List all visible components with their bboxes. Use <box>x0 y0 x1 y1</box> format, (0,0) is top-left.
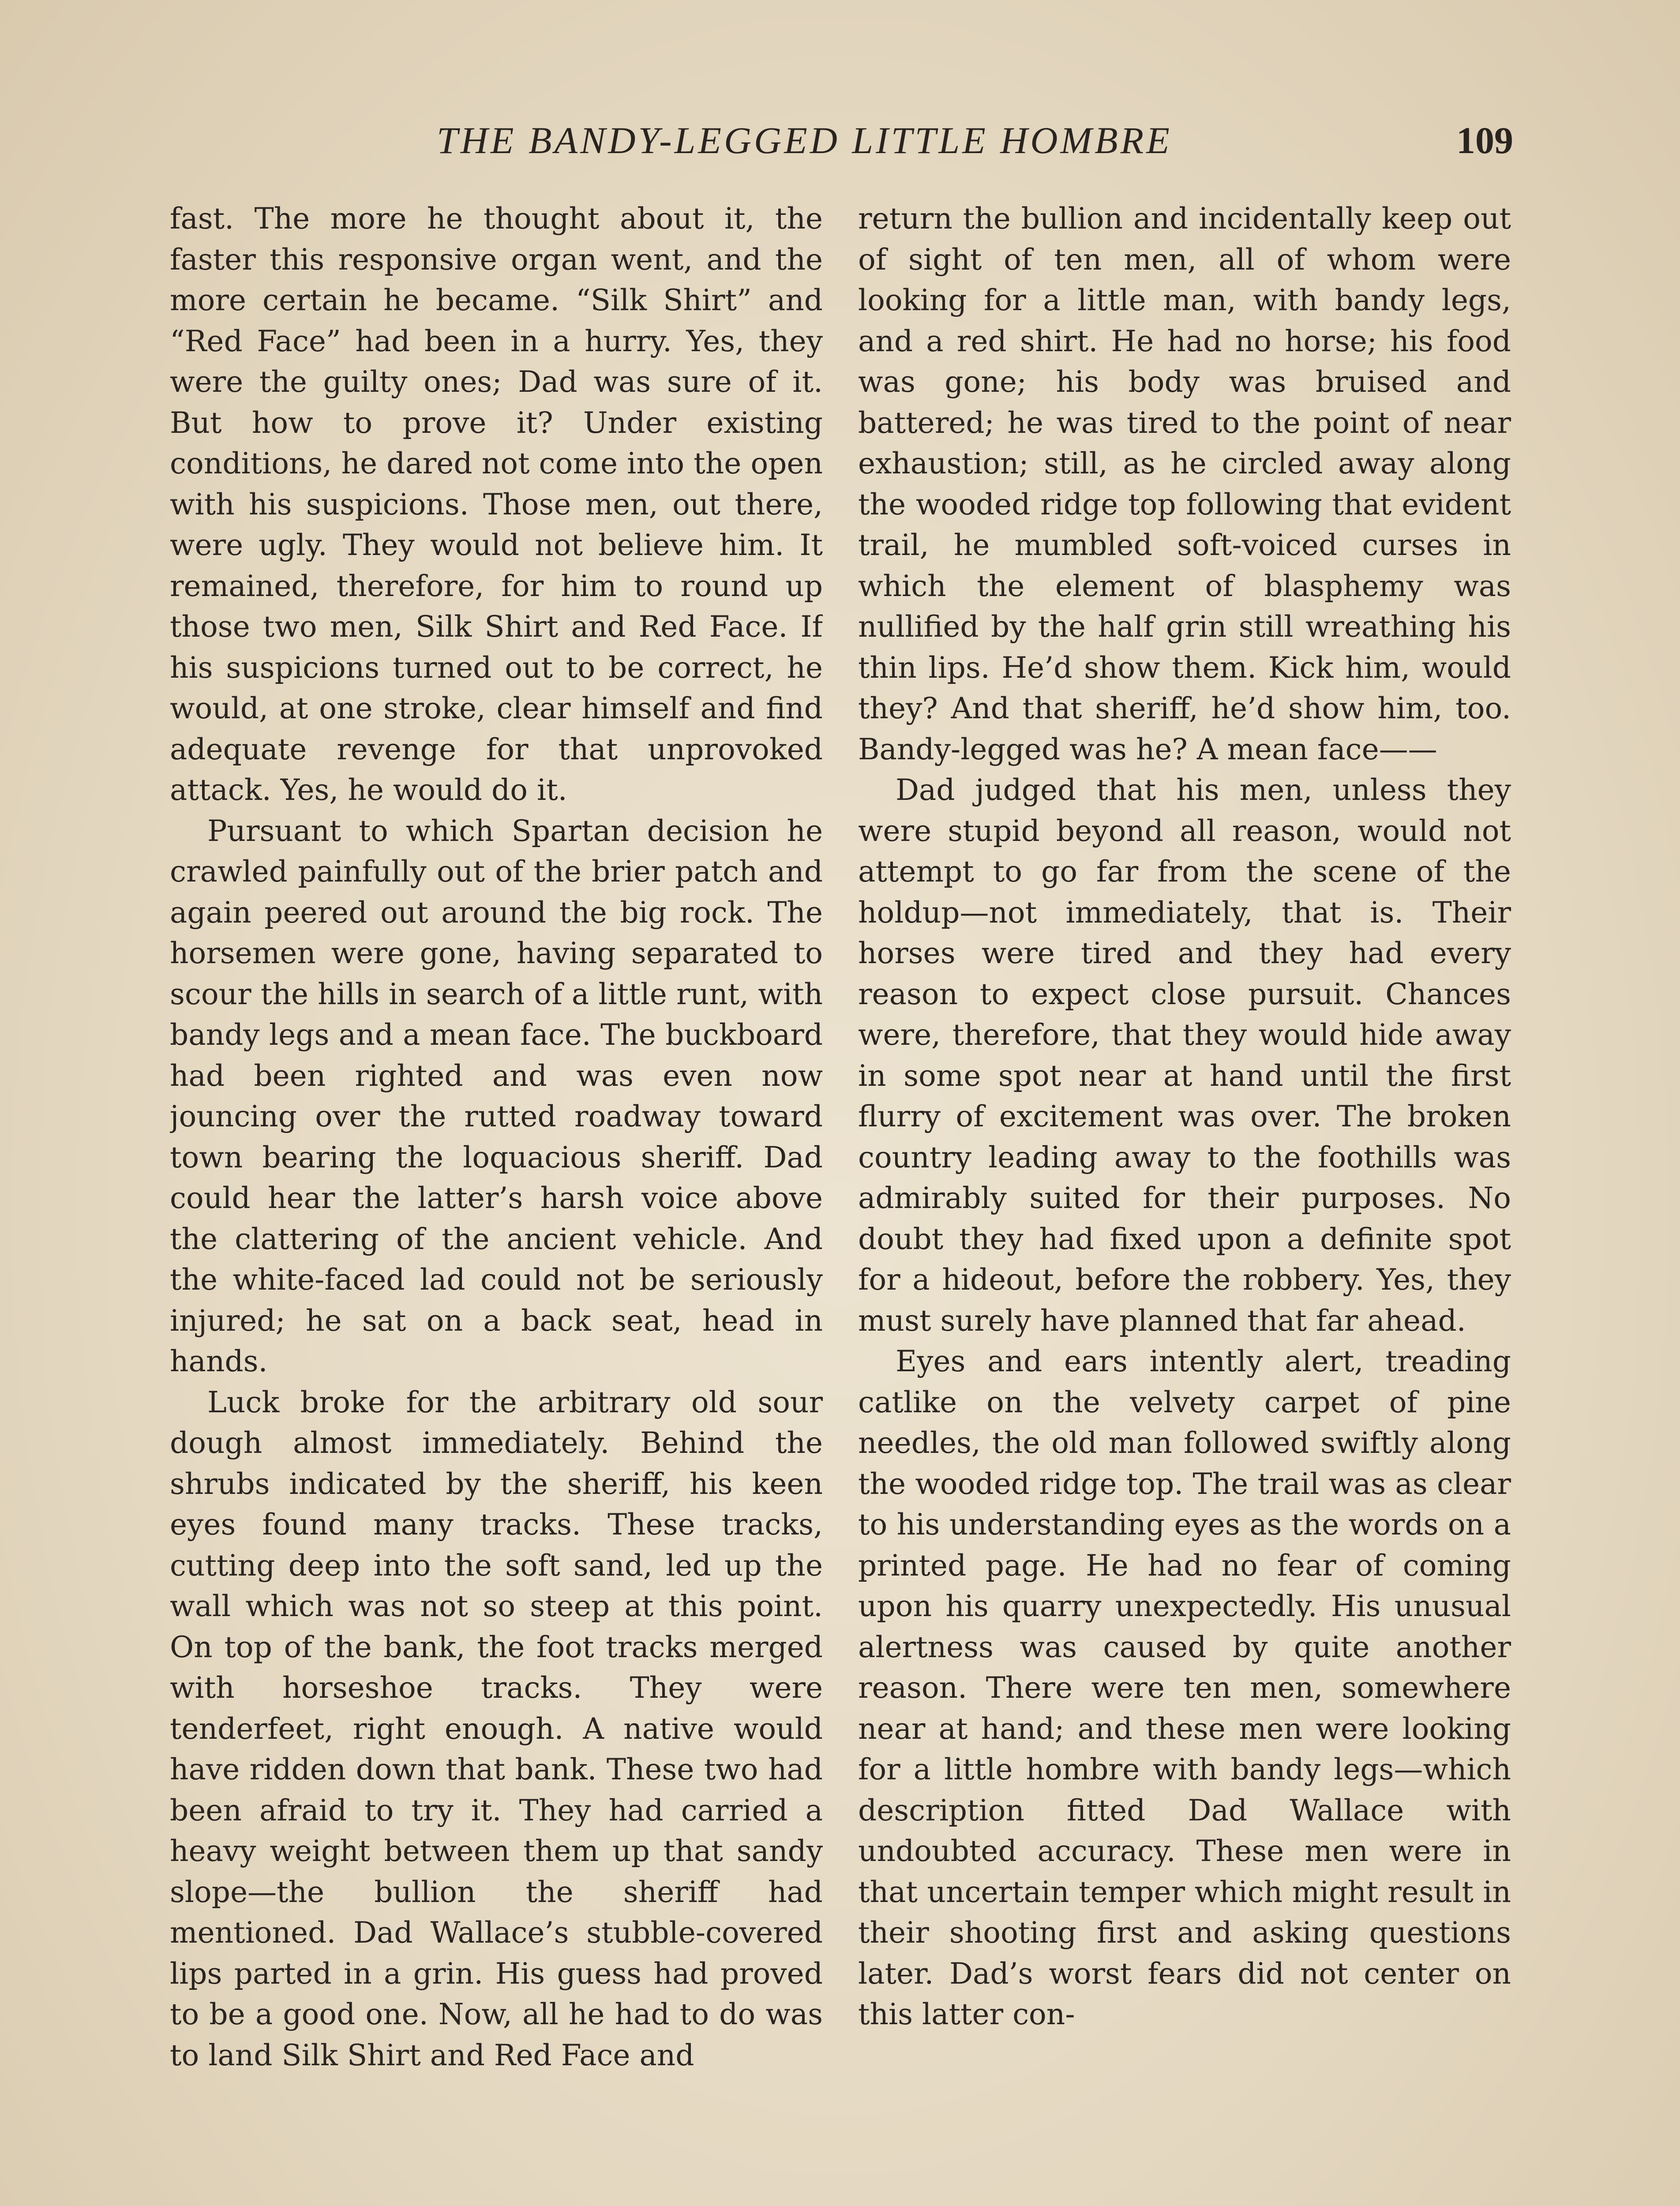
page-header <box>437 118 1513 167</box>
paragraph: Luck broke for the arbitrary old sour dough almost immediately. Behind the shrubs indicated by the sheriff, his keen eyes found many tracks. These tracks, cutting deep into the soft sand, led up the wall which was not so steep at this point. On top of the bank, the foot tracks merged with horseshoe tracks. They were tenderfeet, right enough. A native would have ridden down that bank. These two had been afraid to try it. They had carried a heavy weight between them up that sandy slope—the bullion the sheriff had mentioned. Dad Wallace’s stubble-covered lips parted in a grin. His guess had proved to be a good one. Now, all he had to do was to land Silk Shirt and Red Face and <box>170 1385 823 2072</box>
right-column <box>858 199 1511 2206</box>
running-title: THE BANDY-LEGGED LITTLE HOMBRE <box>437 119 1172 161</box>
paragraph: Pursuant to which Spartan decision he crawled painfully out of the brier patch and again peered out around the big rock. The horsemen were gone, having separated to scour the hills in search of a little runt, with bandy legs and a mean face. The buckboard had been righted and was even now jouncing over the rutted roadway toward town bearing the loquacious sheriff. Dad could hear the latter’s harsh voice above the clattering of the ancient vehicle. And the white-faced lad could not be seriously injured; he sat on a back seat, head in hands. <box>170 814 823 1378</box>
paragraph: return the bullion and incidentally keep out of sight of ten men, all of whom were looking for a little man, with bandy legs, and a red shirt. He had no horse; his food was gone; his body was bruised and battered; he was tired to the point of near exhaustion; still, as he circled away along the wooded ridge top following that evident trail, he mumbled soft-voiced curses in which the element of blasphemy was nullified by the half grin still wreathing his thin lips. He’d show them. Kick him, would they? And that sheriff, he’d show him, too. Bandy-legged was he? A mean face—— <box>858 202 1511 766</box>
paragraph: fast. The more he thought about it, the faster this responsive organ went, and the more certain he became. “Silk Shirt” and “Red Face” had been in a hurry. Yes, they were the guilty ones; Dad was sure of it. But how to prove it? Under existing conditions, he dared not come into the open with his suspicions. Those men, out there, were ugly. They would not believe him. It remained, therefore, for him to round up those two men, Silk Shirt and Red Face. If his suspicions turned out to be correct, he would, at one stroke, clear himself and find adequate revenge for that unprovoked attack. Yes, he would do it. <box>170 202 823 807</box>
paragraph: Eyes and ears intently alert, treading catlike on the velvety carpet of pine needles, the old man followed swiftly along the wooded ridge top. The trail was as clear to his understanding eyes as the words on a printed page. He had no fear of coming upon his quarry unexpectedly. His unusual alertness was caused by quite another reason. There were ten men, somewhere near at hand; and these men were looking for a little hombre with bandy legs—which description fitted Dad Wallace with undoubted accuracy. These men were in that uncertain temper which might result in their shooting first and asking questions later. Dad’s worst fears did not center on this latter con- <box>858 1344 1511 2031</box>
paragraph: Dad judged that his men, unless they were stupid beyond all reason, would not attempt to go far from the scene of the holdup—not immediately, that is. Their horses were tired and they had every reason to expect close pursuit. Chances were, therefore, that they would hide away in some spot near at hand until the first flurry of excitement was over. The broken country leading away to the foothills was admirably suited for their purposes. No doubt they had fixed upon a definite spot for a hideout, before the robbery. Yes, they must surely have planned that far ahead. <box>858 773 1511 1338</box>
page-number: 109 <box>1456 119 1513 161</box>
left-column <box>170 199 823 2206</box>
